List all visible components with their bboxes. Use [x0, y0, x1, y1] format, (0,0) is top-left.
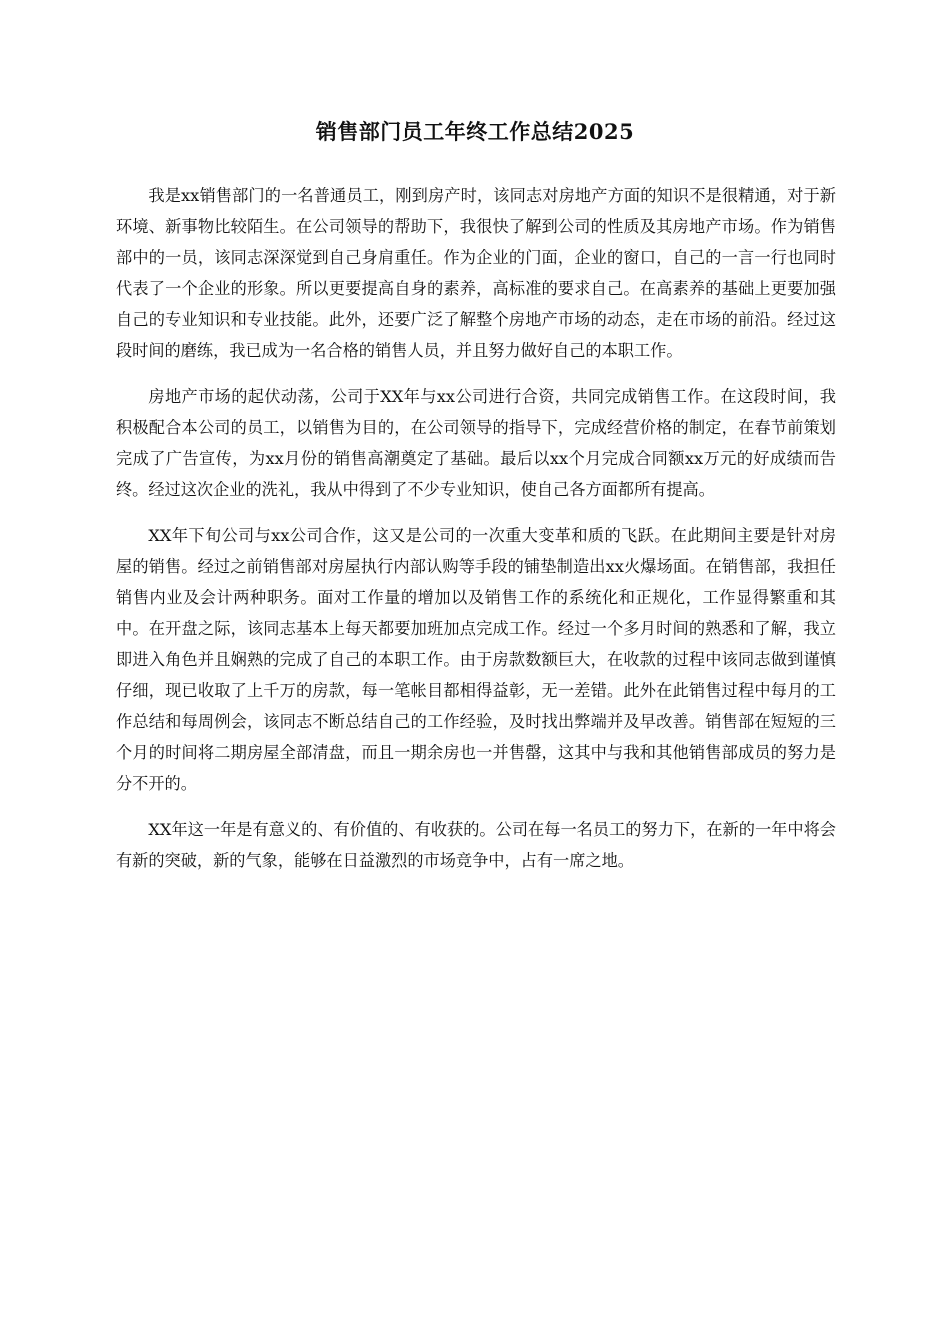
body-paragraph-3: XX年下旬公司与xx公司合作，这又是公司的一次重大变革和质的飞跃。在此期间主要是针对房屋的销售。经过之前销售部对房屋执行内部认购等手段的铺垫制造出xx火爆场面。在销售部，我担任销售内业及会计两种职务。面对工作量的增加以及销售工作的系统化和正规化，工作显得繁重和其中。在开盘之际，该同志基本上每天都要加班加点完成工作。经过一个多月时间的熟悉和了解，我立即进入角色并且娴熟的完成了自己的本职工作。由于房款数额巨大，在收款的过程中该同志做到谨慎仔细，现已收取了上千万的房款，每一笔帐目都相得益彰，无一差错。此外在此销售过程中每月的工作总结和每周例会，该同志不断总结自己的工作经验，及时找出弊端并及早改善。销售部在短短的三个月的时间将二期房屋全部清盘，而且一期余房也一并售罄，这其中与我和其他销售部成员的努力是分不开的。 — [116, 526, 836, 793]
body-paragraph-4: XX年这一年是有意义的、有价值的、有收获的。公司在每一名员工的努力下，在新的一年中将会有新的突破，新的气象，能够在日益激烈的市场竞争中，占有一席之地。 — [116, 820, 836, 870]
document-title: 销售部门员工年终工作总结2025 — [315, 119, 635, 144]
body-paragraph-1: 我是xx销售部门的一名普通员工，刚到房产时，该同志对房地产方面的知识不是很精通，对于新环境、新事物比较陌生。在公司领导的帮助下，我很快了解到公司的性质及其房地产市场。作为销售部中的一员，该同志深深觉到自己身肩重任。作为企业的门面，企业的窗口，自己的一言一行也同时代表了一个企业的形象。所以更要提高自身的素养，高标准的要求自己。在高素养的基础上更要加强自己的专业知识和专业技能。此外，还要广泛了解整个房地产市场的动态，走在市场的前沿。经过这段时间的磨练，我已成为一名合格的销售人员，并且努力做好自己的本职工作。 — [116, 186, 836, 360]
document-body — [116, 180, 836, 891]
body-paragraph-2: 房地产市场的起伏动荡，公司于XX年与xx公司进行合资，共同完成销售工作。在这段时间，我积极配合本公司的员工，以销售为目的，在公司领导的指导下，完成经营价格的制定，在春节前策划完成了广告宣传，为xx月份的销售高潮奠定了基础。最后以xx个月完成合同额xx万元的好成绩而告终。经过这次企业的洗礼，我从中得到了不少专业知识，使自己各方面都所有提高。 — [116, 387, 836, 499]
